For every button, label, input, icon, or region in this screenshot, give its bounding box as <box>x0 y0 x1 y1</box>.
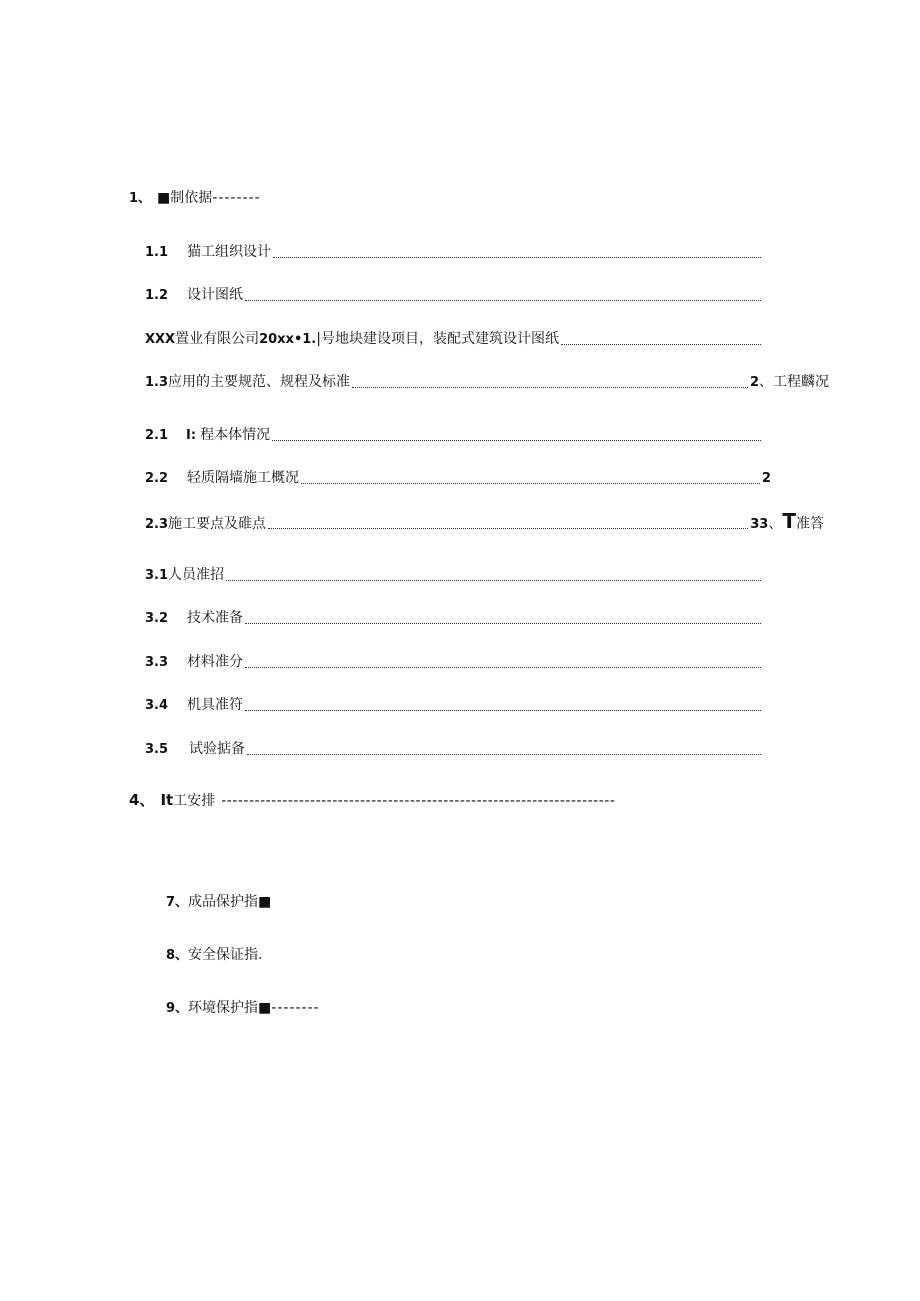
toc-entry-number: 2.2 <box>145 471 169 486</box>
toc-entry-1 <box>129 188 261 209</box>
toc-entry-number: 7、 <box>166 895 189 910</box>
toc-entry-number: 1.3 <box>145 375 169 390</box>
toc-entry-number: 3.2 <box>145 611 169 626</box>
toc-leader-dots <box>273 257 761 258</box>
toc-entry-title: 安全保证指. <box>188 947 263 963</box>
toc-entry-8 <box>166 945 263 966</box>
toc-leader-dots <box>301 483 760 484</box>
toc-leader-dots <box>561 344 761 345</box>
toc-page-number: 2 <box>749 375 759 390</box>
toc-entry-number: 3.4 <box>145 698 169 713</box>
toc-entry-title: 技术准备 <box>187 610 244 626</box>
toc-entry-3-2 <box>145 608 763 629</box>
toc-entry-number: 3.5 <box>145 742 169 757</box>
toc-entry-trail: -------- <box>212 190 261 206</box>
toc-entry-title: 材料准分 <box>187 654 244 670</box>
toc-entry-3-1 <box>145 565 763 586</box>
toc-entry-number: 3.3 <box>145 655 169 670</box>
toc-entry-code: 20xx•1. <box>259 332 317 347</box>
toc-entry-title: 人员准招 <box>168 567 225 583</box>
toc-entry-2-2 <box>145 468 771 489</box>
toc-entry-bold-prefix: It <box>160 791 174 809</box>
toc-entry-9 <box>166 998 320 1019</box>
toc-entry-number: 1.1 <box>145 245 169 260</box>
toc-entry-title: 试验掂备 <box>189 741 246 757</box>
toc-entry-tail: 准答 <box>796 516 824 532</box>
toc-entry-title: 工安排 <box>173 793 216 809</box>
toc-entry-title: 环境保护指■ <box>188 1000 272 1016</box>
toc-leader-dots <box>245 710 761 711</box>
toc-entry-mark: I: <box>186 428 197 443</box>
toc-entry-title: 设计图纸 <box>187 287 244 303</box>
toc-entry-3-3 <box>145 652 763 673</box>
toc-leader-dots <box>247 754 761 755</box>
toc-entry-1-1 <box>145 242 763 263</box>
toc-leader-dots <box>352 387 748 388</box>
toc-entry-2-3 <box>145 511 824 535</box>
toc-leader-dots <box>268 528 748 529</box>
toc-entry-number: 3.1 <box>145 568 169 583</box>
toc-entry-title: 成品保护指■ <box>188 894 272 910</box>
toc-entry-3-4 <box>145 695 763 716</box>
toc-entry-title-cont: |号地块建设项目，装配式建筑设计图纸 <box>316 331 559 347</box>
toc-entry-number: 1、 <box>129 191 152 206</box>
toc-entry-1-3 <box>145 372 829 393</box>
toc-entry-separator: 、 <box>768 516 783 532</box>
toc-entry-tail: 、工程麟况 <box>759 374 829 390</box>
toc-leader-dots <box>245 623 761 624</box>
toc-leader-dots <box>245 667 761 668</box>
toc-entry-trail: ----------------------------------------------------------------------- <box>221 793 616 809</box>
toc-entry-title: 施工要点及碓点 <box>168 516 267 532</box>
toc-entry-title: 轻质隔墙施工概况 <box>187 470 300 486</box>
toc-entry-1-2-sub <box>145 329 763 350</box>
toc-entry-number: 9、 <box>166 1001 189 1016</box>
toc-page-number: 2 <box>761 471 771 486</box>
toc-leader-dots <box>226 580 761 581</box>
toc-entry-4 <box>129 790 699 811</box>
toc-entry-number: 2.1 <box>145 428 169 443</box>
toc-page-number: 33 <box>750 517 769 532</box>
toc-entry-big-letter: T <box>782 509 796 533</box>
toc-entry-trail: -------- <box>271 1000 320 1016</box>
toc-entry-company-code: XXX <box>145 332 176 347</box>
toc-entry-number: 8、 <box>166 948 189 963</box>
toc-entry-title: 猫工组织设计 <box>187 244 272 260</box>
toc-leader-dots <box>245 300 761 301</box>
toc-entry-title: 置业有限公司 <box>175 331 260 347</box>
toc-entry-title: 程本体情况 <box>200 427 271 443</box>
toc-entry-number: 2.3 <box>145 517 169 532</box>
toc-entry-number: 1.2 <box>145 288 169 303</box>
toc-entry-7 <box>166 892 271 913</box>
toc-entry-title: ■制依据 <box>157 190 213 206</box>
toc-entry-number: 4、 <box>129 791 155 809</box>
toc-leader-dots <box>272 440 761 441</box>
toc-entry-3-5 <box>145 739 763 760</box>
toc-entry-2-1 <box>145 425 763 446</box>
toc-entry-1-2 <box>145 285 763 306</box>
toc-entry-title: 机具准符 <box>187 697 244 713</box>
toc-entry-title: 应用的主要规范、规程及标准 <box>168 374 351 390</box>
